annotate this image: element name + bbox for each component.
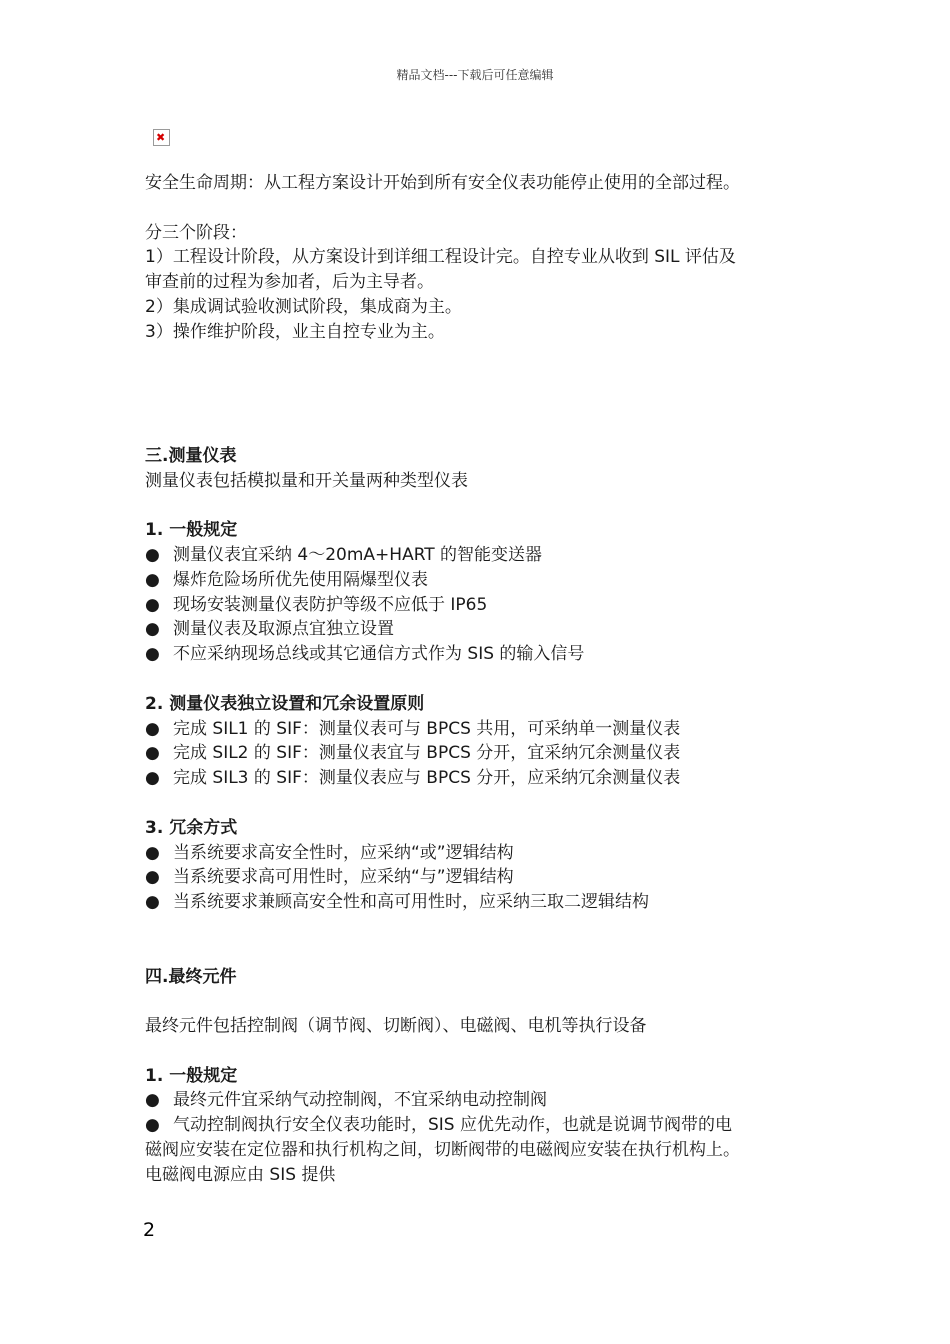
section-3-title: 三.测量仪表 — [145, 445, 237, 466]
section-3-desc: 测量仪表包括模拟量和开关量两种类型仪表 — [145, 470, 468, 491]
section-3-sub-3-title: 3. 冗余方式 — [145, 817, 238, 838]
broken-image-icon — [153, 129, 170, 146]
document-body — [145, 171, 825, 1188]
list-item: ● 测量仪表及取源点宜独立设置 — [145, 617, 825, 642]
list-item: ● 当系统要求高安全性时，应采纳“或”逻辑结构 — [145, 841, 825, 866]
bullet-icon: ● — [145, 619, 160, 640]
list-item: ● 完成 SIL2 的 SIF：测量仪表宜与 BPCS 分开，宜采纳冗余测量仪表 — [145, 741, 825, 766]
bullet-icon: ● — [145, 743, 160, 764]
bullet-icon: ● — [145, 644, 160, 665]
stage-1-line-2: 审查前的过程为参加者，后为主导者。 — [145, 272, 434, 293]
bullet-icon: ● — [145, 594, 160, 615]
list-item: ● 爆炸危险场所优先使用隔爆型仪表 — [145, 568, 825, 593]
section-4-desc: 最终元件包括控制阀（调节阀、切断阀）、电磁阀、电机等执行设备 — [145, 1016, 647, 1037]
section-4-title: 四.最终元件 — [145, 966, 237, 987]
lifecycle-definition: 安全生命周期：从工程方案设计开始到所有安全仪表功能停止使用的全部过程。 — [145, 173, 740, 193]
list-item: ● 完成 SIL3 的 SIF：测量仪表应与 BPCS 分开，应采纳冗余测量仪表 — [145, 766, 825, 791]
bullet-icon: ● — [145, 544, 160, 565]
bullet-icon: ● — [145, 1115, 160, 1136]
list-item: ● 不应采纳现场总线或其它通信方式作为 SIS 的输入信号 — [145, 642, 825, 667]
list-item-continued: 磁阀应安装在定位器和执行机构之间，切断阀带的电磁阀应安装在执行机构上。 — [145, 1140, 740, 1161]
page-header: 精品文档---下载后可任意编辑 — [396, 68, 554, 82]
bullet-icon: ● — [145, 569, 160, 590]
bullet-icon: ● — [145, 842, 160, 863]
stage-3: 3）操作维护阶段，业主自控专业为主。 — [145, 321, 445, 342]
bullet-icon: ● — [145, 718, 160, 739]
list-item: ● 气动控制阀执行安全仪表功能时，SIS 应优先动作，也就是说调节阀带的电 — [145, 1113, 825, 1138]
list-item: ● 完成 SIL1 的 SIF：测量仪表可与 BPCS 共用，可采纳单一测量仪表 — [145, 717, 825, 742]
list-item-continued: 电磁阀电源应由 SIS 提供 — [145, 1164, 336, 1185]
list-item: ● 最终元件宜采纳气动控制阀，不宜采纳电动控制阀 — [145, 1088, 825, 1113]
stages-title: 分三个阶段： — [145, 222, 247, 243]
list-item: ● 当系统要求高可用性时，应采纳“与”逻辑结构 — [145, 865, 825, 890]
page-number: 2 — [143, 1219, 156, 1241]
bullet-icon: ● — [145, 867, 160, 888]
bullet-icon: ● — [145, 892, 160, 913]
list-item: ● 测量仪表宜采纳 4～20mA+HART 的智能变送器 — [145, 543, 825, 568]
stage-1-line-1: 1）工程设计阶段，从方案设计到详细工程设计完。自控专业从收到 SIL 评估及 — [145, 247, 736, 268]
stage-2: 2）集成调试验收测试阶段，集成商为主。 — [145, 296, 462, 317]
list-item: ● 当系统要求兼顾高安全性和高可用性时，应采纳三取二逻辑结构 — [145, 890, 825, 915]
bullet-icon: ● — [145, 768, 160, 789]
section-3-sub-2-title: 2. 测量仪表独立设置和冗余设置原则 — [145, 693, 425, 714]
bullet-icon: ● — [145, 1090, 160, 1111]
section-4-sub-1-title: 1. 一般规定 — [145, 1065, 238, 1086]
section-3-sub-1-title: 1. 一般规定 — [145, 520, 238, 541]
list-item: ● 现场安装测量仪表防护等级不应低于 IP65 — [145, 593, 825, 618]
